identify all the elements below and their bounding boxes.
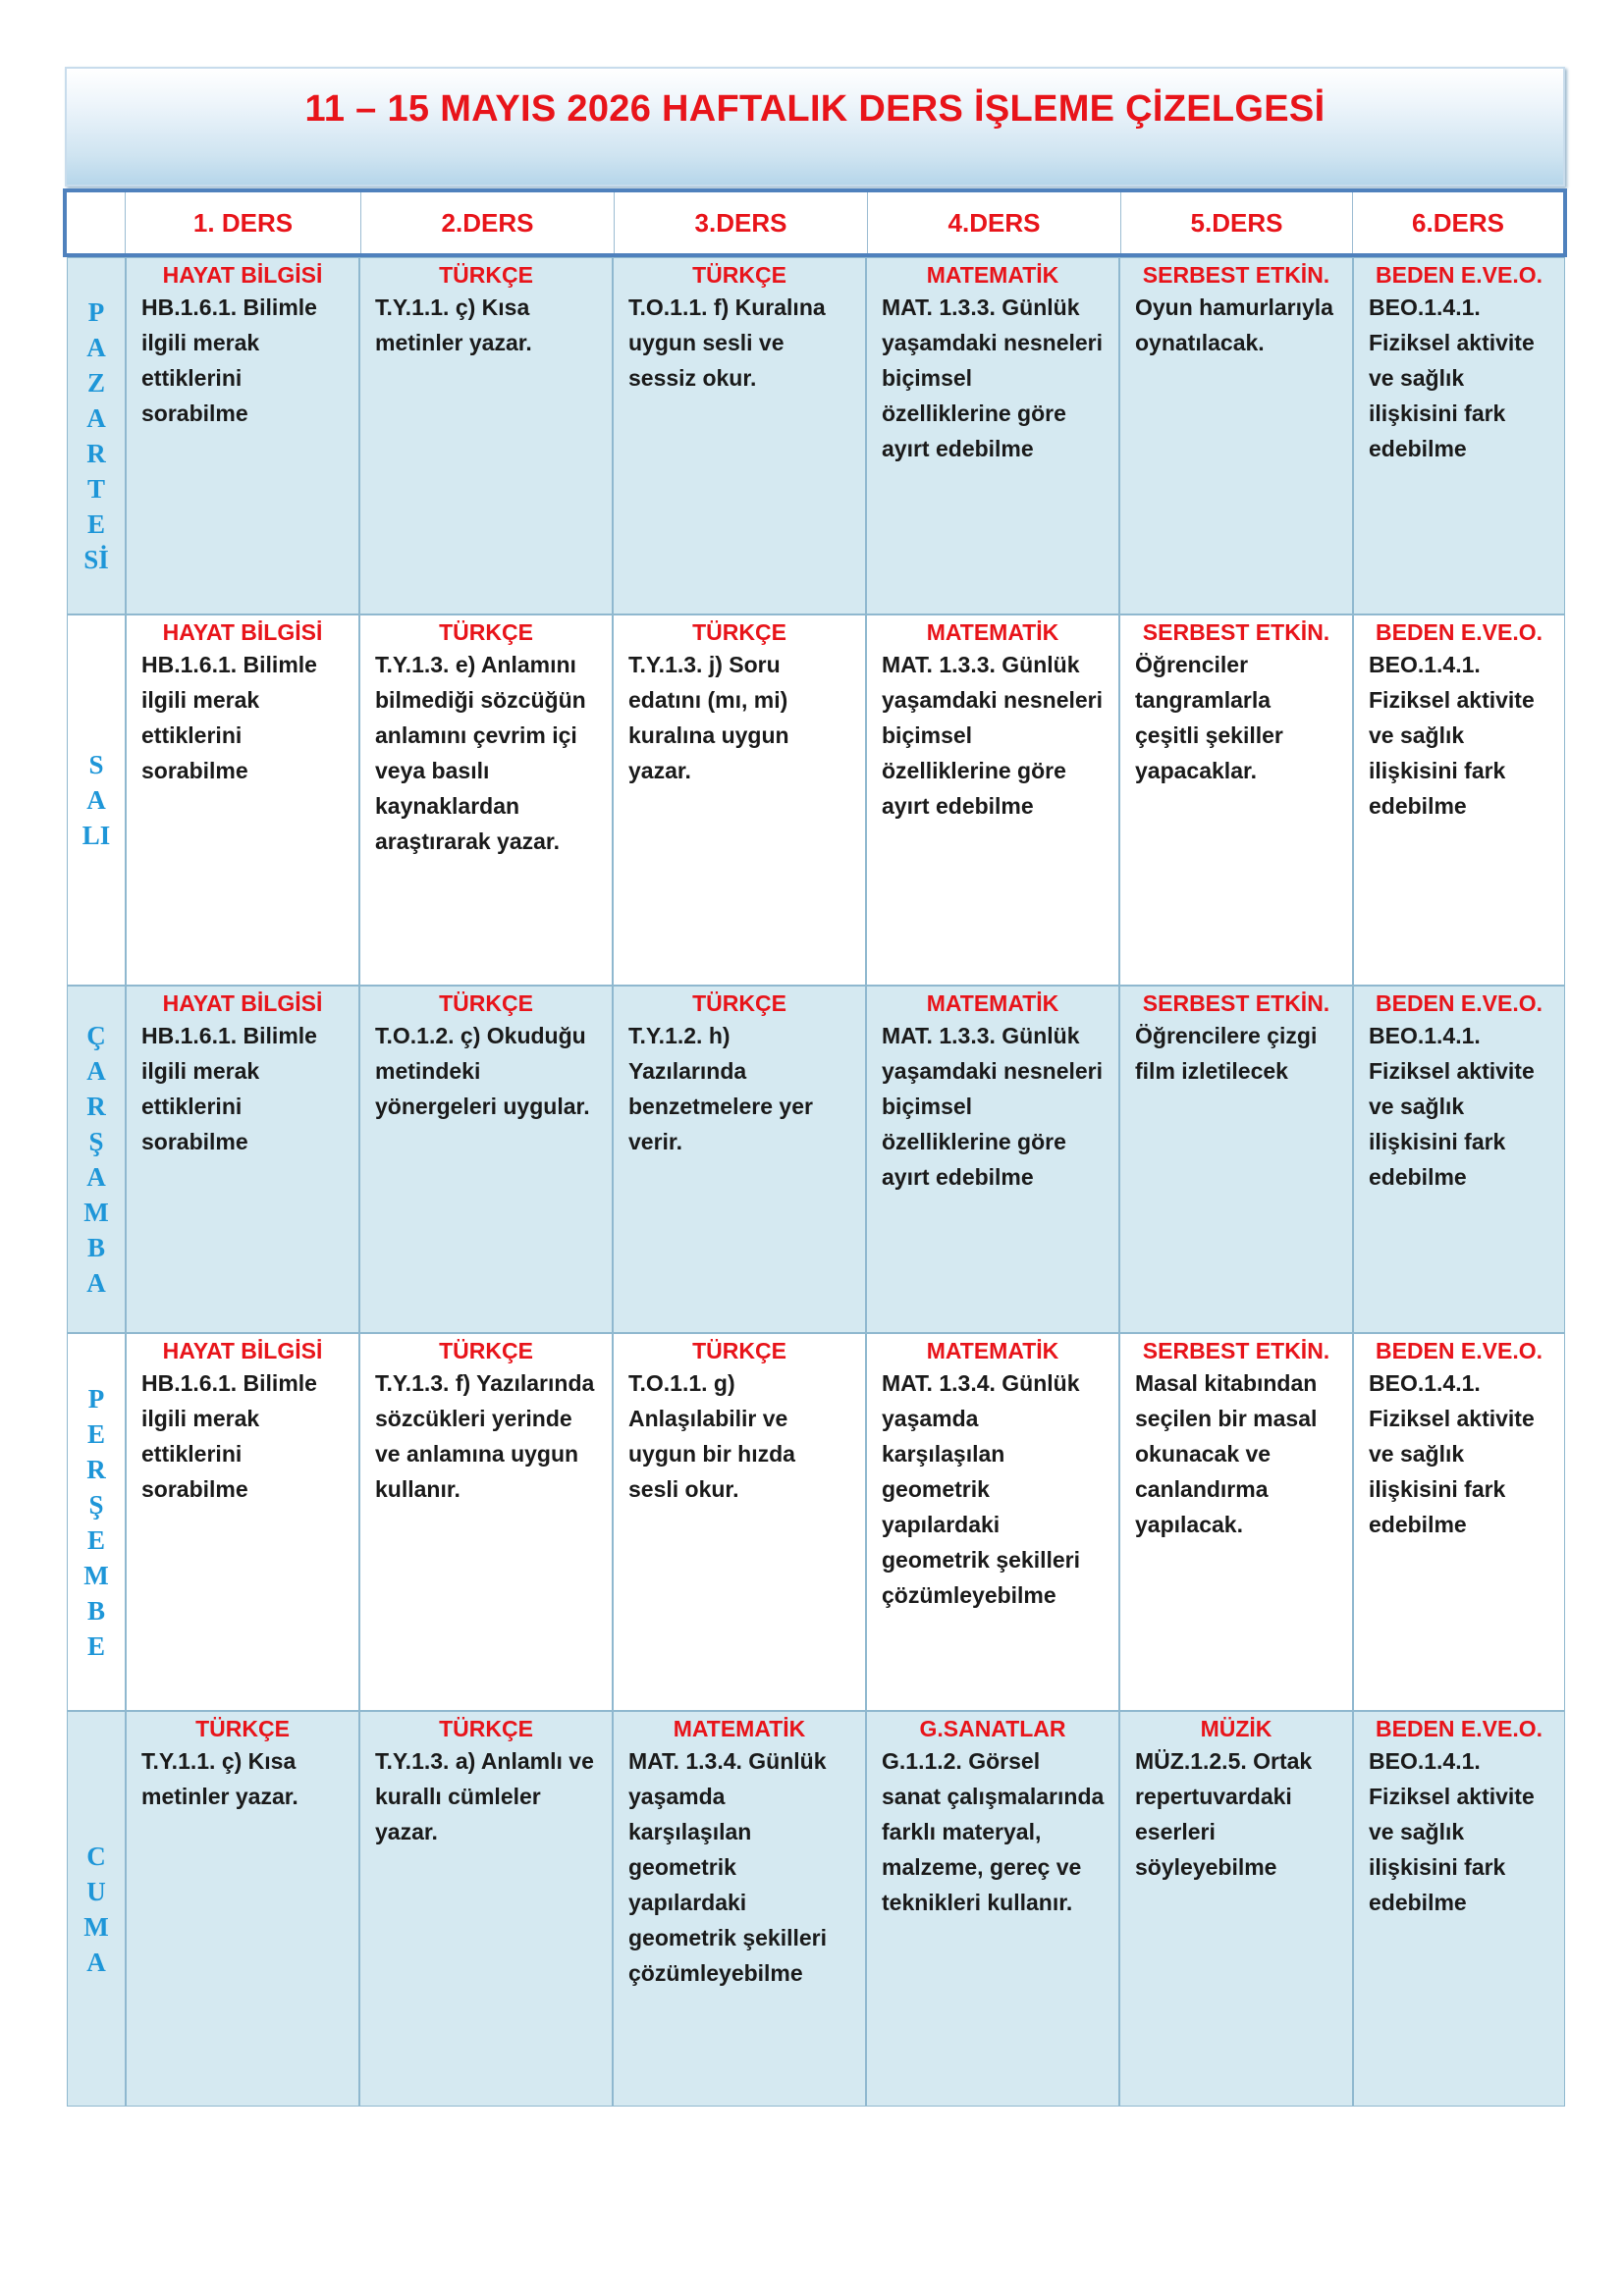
lesson-description: MAT. 1.3.4. Günlük yaşamda karşılaşılan geometrik yapılardaki geometrik şekilleri çözümleyebilme	[628, 1748, 827, 1986]
lesson-cell	[866, 986, 1119, 1333]
lesson-description: Öğrenciler tangramlarla çeşitli şekiller yapacaklar.	[1135, 652, 1283, 783]
lesson-cell	[1353, 257, 1565, 614]
lesson-cell	[359, 1333, 613, 1711]
lesson-subject: BEDEN E.VE.O.	[1376, 1338, 1543, 1363]
lesson-description: T.Y.1.3. e) Anlamını bilmediği sözcüğün anlamını çevrim içi veya basılı kaynaklardan araştırarak yazar.	[375, 652, 586, 854]
lesson-cell	[359, 257, 613, 614]
lesson-description: T.Y.1.3. f) Yazılarında sözcükleri yerinde ve anlamına uygun kullanır.	[375, 1370, 595, 1502]
header-corner-cell	[67, 192, 126, 253]
header-lesson-1: 1. DERS	[126, 192, 361, 253]
lesson-description: T.O.1.2. ç) Okuduğu metindeki yönergeleri uygular.	[375, 1023, 590, 1119]
lesson-cell	[1119, 614, 1353, 986]
lesson-description: MAT. 1.3.4. Günlük yaşamda karşılaşılan geometrik yapılardaki geometrik şekilleri çözümleyebilme	[882, 1370, 1080, 1608]
lesson-subject: BEDEN E.VE.O.	[1376, 1716, 1543, 1741]
lesson-description: HB.1.6.1. Bilimle ilgili merak ettiklerini sorabilme	[141, 1023, 317, 1154]
day-cell	[67, 257, 126, 614]
lesson-description: HB.1.6.1. Bilimle ilgili merak ettiklerini sorabilme	[141, 294, 317, 426]
lesson-cell	[1119, 1333, 1353, 1711]
lesson-description: BEO.1.4.1. Fiziksel aktivite ve sağlık ilişkisini fark edebilme	[1369, 1748, 1535, 1915]
header-lesson-4: 4.DERS	[868, 192, 1121, 253]
lesson-subject: MATEMATİK	[926, 1338, 1059, 1363]
lesson-subject: TÜRKÇE	[439, 990, 533, 1016]
lesson-description: MAT. 1.3.3. Günlük yaşamdaki nesneleri biçimsel özelliklerine göre ayırt edebilme	[882, 1023, 1104, 1190]
page-title: 11 – 15 MAYIS 2026 HAFTALIK DERS İŞLEME ÇİZELGESİ	[304, 88, 1326, 130]
title-banner	[65, 67, 1565, 187]
lesson-subject: SERBEST ETKİN.	[1142, 262, 1330, 288]
lesson-subject: TÜRKÇE	[692, 990, 786, 1016]
header-lesson-6: 6.DERS	[1412, 208, 1504, 238]
lesson-description: T.Y.1.2. h) Yazılarında benzetmelere yer verir.	[628, 1023, 813, 1154]
lesson-cell	[613, 257, 866, 614]
lesson-cell	[126, 986, 359, 1333]
lesson-description: Masal kitabından seçilen bir masal okunacak ve canlandırma yapılacak.	[1135, 1370, 1318, 1537]
lesson-cell	[126, 1711, 359, 2107]
day-cell	[67, 1711, 126, 2107]
lesson-cell	[126, 1333, 359, 1711]
lesson-subject: SERBEST ETKİN.	[1142, 1338, 1330, 1363]
lesson-cell	[1353, 614, 1565, 986]
lesson-subject: TÜRKÇE	[195, 1716, 290, 1741]
lesson-cell	[359, 986, 613, 1333]
lesson-subject: HAYAT BİLGİSİ	[162, 1338, 323, 1363]
lesson-subject: SERBEST ETKİN.	[1142, 619, 1330, 645]
header-lesson-2: 2.DERS	[361, 192, 615, 253]
day-name: SALI	[81, 750, 111, 850]
lesson-cell	[1353, 986, 1565, 1333]
lesson-cell	[126, 257, 359, 614]
day-cell	[67, 986, 126, 1333]
header-lesson-3: 3.DERS	[615, 192, 868, 253]
lesson-cell	[866, 1333, 1119, 1711]
lesson-cell	[866, 257, 1119, 614]
day-name: PERŞEMBE	[83, 1383, 109, 1661]
lesson-cell	[1119, 1711, 1353, 2107]
lesson-description: BEO.1.4.1. Fiziksel aktivite ve sağlık ilişkisini fark edebilme	[1369, 1023, 1535, 1190]
lesson-cell	[359, 1711, 613, 2107]
lesson-subject: TÜRKÇE	[439, 619, 533, 645]
header-lesson-5: 5.DERS	[1121, 192, 1353, 253]
lesson-subject: G.SANATLAR	[919, 1716, 1066, 1741]
lesson-subject: MATEMATİK	[926, 619, 1059, 645]
lesson-subject: SERBEST ETKİN.	[1142, 990, 1330, 1016]
lesson-description: T.Y.1.1. ç) Kısa metinler yazar.	[375, 294, 532, 355]
lesson-subject: MATEMATİK	[926, 262, 1059, 288]
day-cell	[67, 1333, 126, 1711]
lesson-description: T.Y.1.3. a) Anlamlı ve kurallı cümleler yazar.	[375, 1748, 594, 1844]
lesson-cell	[866, 614, 1119, 986]
lesson-subject: MÜZİK	[1200, 1716, 1272, 1741]
lesson-description: Oyun hamurlarıyla oynatılacak.	[1135, 294, 1333, 355]
day-cell	[67, 614, 126, 986]
lesson-description: T.O.1.1. g) Anlaşılabilir ve uygun bir hızda sesli okur.	[628, 1370, 795, 1502]
lesson-subject: HAYAT BİLGİSİ	[162, 619, 323, 645]
lesson-subject: HAYAT BİLGİSİ	[162, 262, 323, 288]
lesson-description: MAT. 1.3.3. Günlük yaşamdaki nesneleri biçimsel özelliklerine göre ayırt edebilme	[882, 294, 1104, 461]
lesson-subject: BEDEN E.VE.O.	[1376, 262, 1543, 288]
day-name: PAZARTESİ	[83, 297, 109, 574]
lesson-subject: BEDEN E.VE.O.	[1376, 990, 1543, 1016]
lesson-cell	[1353, 1333, 1565, 1711]
lesson-cell	[866, 1711, 1119, 2107]
lesson-description: BEO.1.4.1. Fiziksel aktivite ve sağlık ilişkisini fark edebilme	[1369, 652, 1535, 819]
schedule-grid	[67, 257, 1565, 2107]
lesson-cell	[1119, 257, 1353, 614]
lesson-description: BEO.1.4.1. Fiziksel aktivite ve sağlık ilişkisini fark edebilme	[1369, 294, 1535, 461]
lesson-cell	[1353, 1711, 1565, 2107]
lesson-subject: TÜRKÇE	[692, 262, 786, 288]
lesson-description: MAT. 1.3.3. Günlük yaşamdaki nesneleri biçimsel özelliklerine göre ayırt edebilme	[882, 652, 1104, 819]
lesson-cell	[613, 1333, 866, 1711]
lesson-description: Öğrencilere çizgi film izletilecek	[1135, 1023, 1318, 1084]
lesson-header-row	[63, 188, 1567, 257]
lesson-subject: TÜRKÇE	[692, 1338, 786, 1363]
lesson-subject: MATEMATİK	[926, 990, 1059, 1016]
lesson-cell	[359, 614, 613, 986]
lesson-subject: MATEMATİK	[673, 1716, 806, 1741]
day-name: ÇARŞAMBA	[83, 1021, 109, 1298]
day-name: CUMA	[83, 1841, 109, 1977]
lesson-description: HB.1.6.1. Bilimle ilgili merak ettiklerini sorabilme	[141, 1370, 317, 1502]
lesson-cell	[1119, 986, 1353, 1333]
lesson-description: HB.1.6.1. Bilimle ilgili merak ettiklerini sorabilme	[141, 652, 317, 783]
lesson-description: G.1.1.2. Görsel sanat çalışmalarında farklı materyal, malzeme, gereç ve teknikleri kullanır.	[882, 1748, 1105, 1915]
lesson-description: T.Y.1.3. j) Soru edatını (mı, mi) kuralına uygun yazar.	[628, 652, 789, 783]
lesson-cell	[613, 614, 866, 986]
lesson-description: T.Y.1.1. ç) Kısa metinler yazar.	[141, 1748, 298, 1809]
lesson-description: MÜZ.1.2.5. Ortak repertuvardaki eserleri söyleyebilme	[1135, 1748, 1313, 1880]
lesson-description: T.O.1.1. f) Kuralına uygun sesli ve sessiz okur.	[628, 294, 826, 391]
lesson-description: BEO.1.4.1. Fiziksel aktivite ve sağlık ilişkisini fark edebilme	[1369, 1370, 1535, 1537]
lesson-cell	[613, 1711, 866, 2107]
lesson-subject: TÜRKÇE	[439, 262, 533, 288]
lesson-subject: HAYAT BİLGİSİ	[162, 990, 323, 1016]
lesson-subject: BEDEN E.VE.O.	[1376, 619, 1543, 645]
lesson-subject: TÜRKÇE	[439, 1716, 533, 1741]
lesson-subject: TÜRKÇE	[439, 1338, 533, 1363]
lesson-cell	[126, 614, 359, 986]
lesson-cell	[613, 986, 866, 1333]
lesson-subject: TÜRKÇE	[692, 619, 786, 645]
